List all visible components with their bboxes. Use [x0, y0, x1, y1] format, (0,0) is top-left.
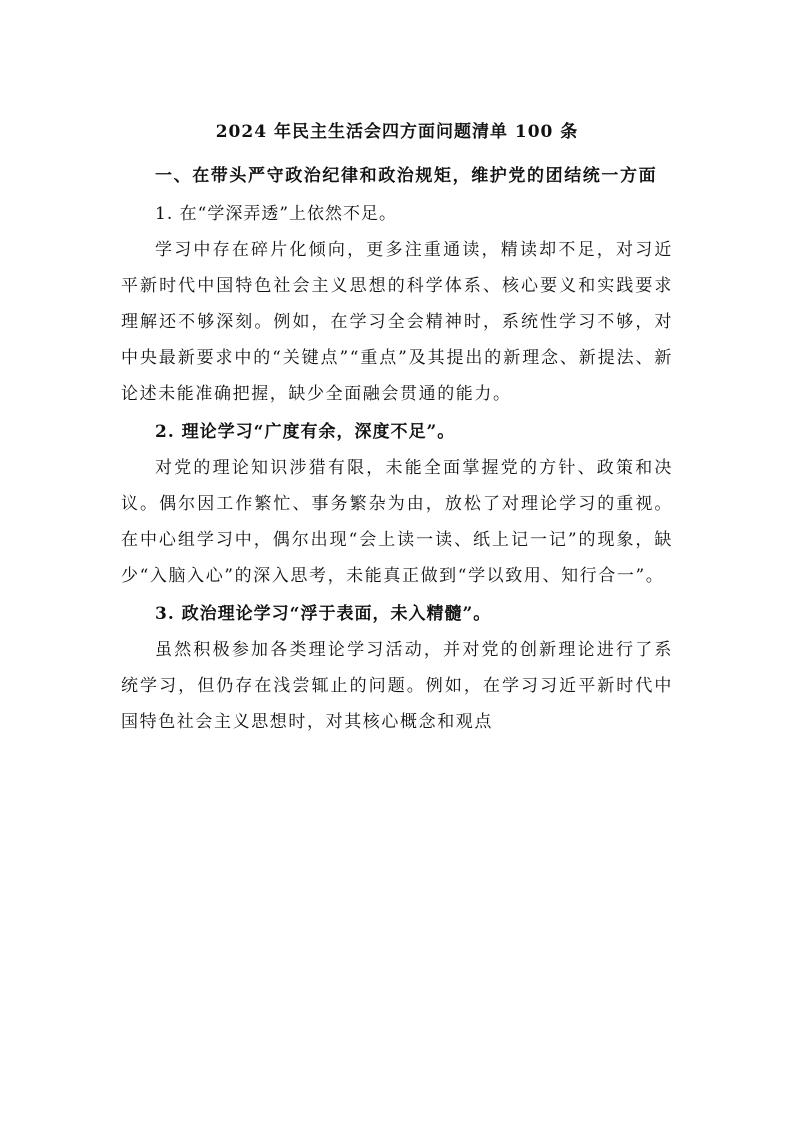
item-1 [121, 196, 673, 412]
item-1-body: 学习中存在碎片化倾向，更多注重通读，精读却不足，对习近平新时代中国特色社会主义思想的科学体系、核心要义和实践要求理解还不够深刻。例如，在学习全会精神时，系统性学习不够，对中央最新要求中的“关键点”“重点”及其提出的新理念、新提法、新论述未能准确把握，缺少全面融会贯通的能力。 [121, 240, 673, 404]
item-2-title: 2. 理论学习“广度有余，深度不足”。 [155, 422, 456, 442]
item-1-title: 1. 在“学深弄透”上依然不足。 [155, 204, 398, 224]
item-3-body: 虽然积极参加各类理论学习活动，并对党的创新理论进行了系统学习，但仍存在浅尝辄止的问题。例如，在学习习近平新时代中国特色社会主义思想时，对其核心概念和观点 [121, 640, 673, 732]
section-heading: 一、在带头严守政治纪律和政治规矩，维护党的团结统一方面 [155, 166, 658, 186]
item-2 [121, 414, 673, 594]
item-3-title: 3. 政治理论学习“浮于表面，未入精髓”。 [155, 604, 492, 624]
item-2-body: 对党的理论知识涉猎有限，未能全面掌握党的方针、政策和决议。偶尔因工作繁忙、事务繁杂为由，放松了对理论学习的重视。在中心组学习中，偶尔出现“会上读一读、纸上记一记”的现象，缺少“入脑入心”的深入思考，未能真正做到“学以致用、知行合一”。 [121, 458, 673, 586]
item-3 [121, 596, 673, 740]
document-title: 2024 年民主生活会四方面问题清单 100 条 [215, 122, 579, 142]
document-content [121, 118, 673, 740]
